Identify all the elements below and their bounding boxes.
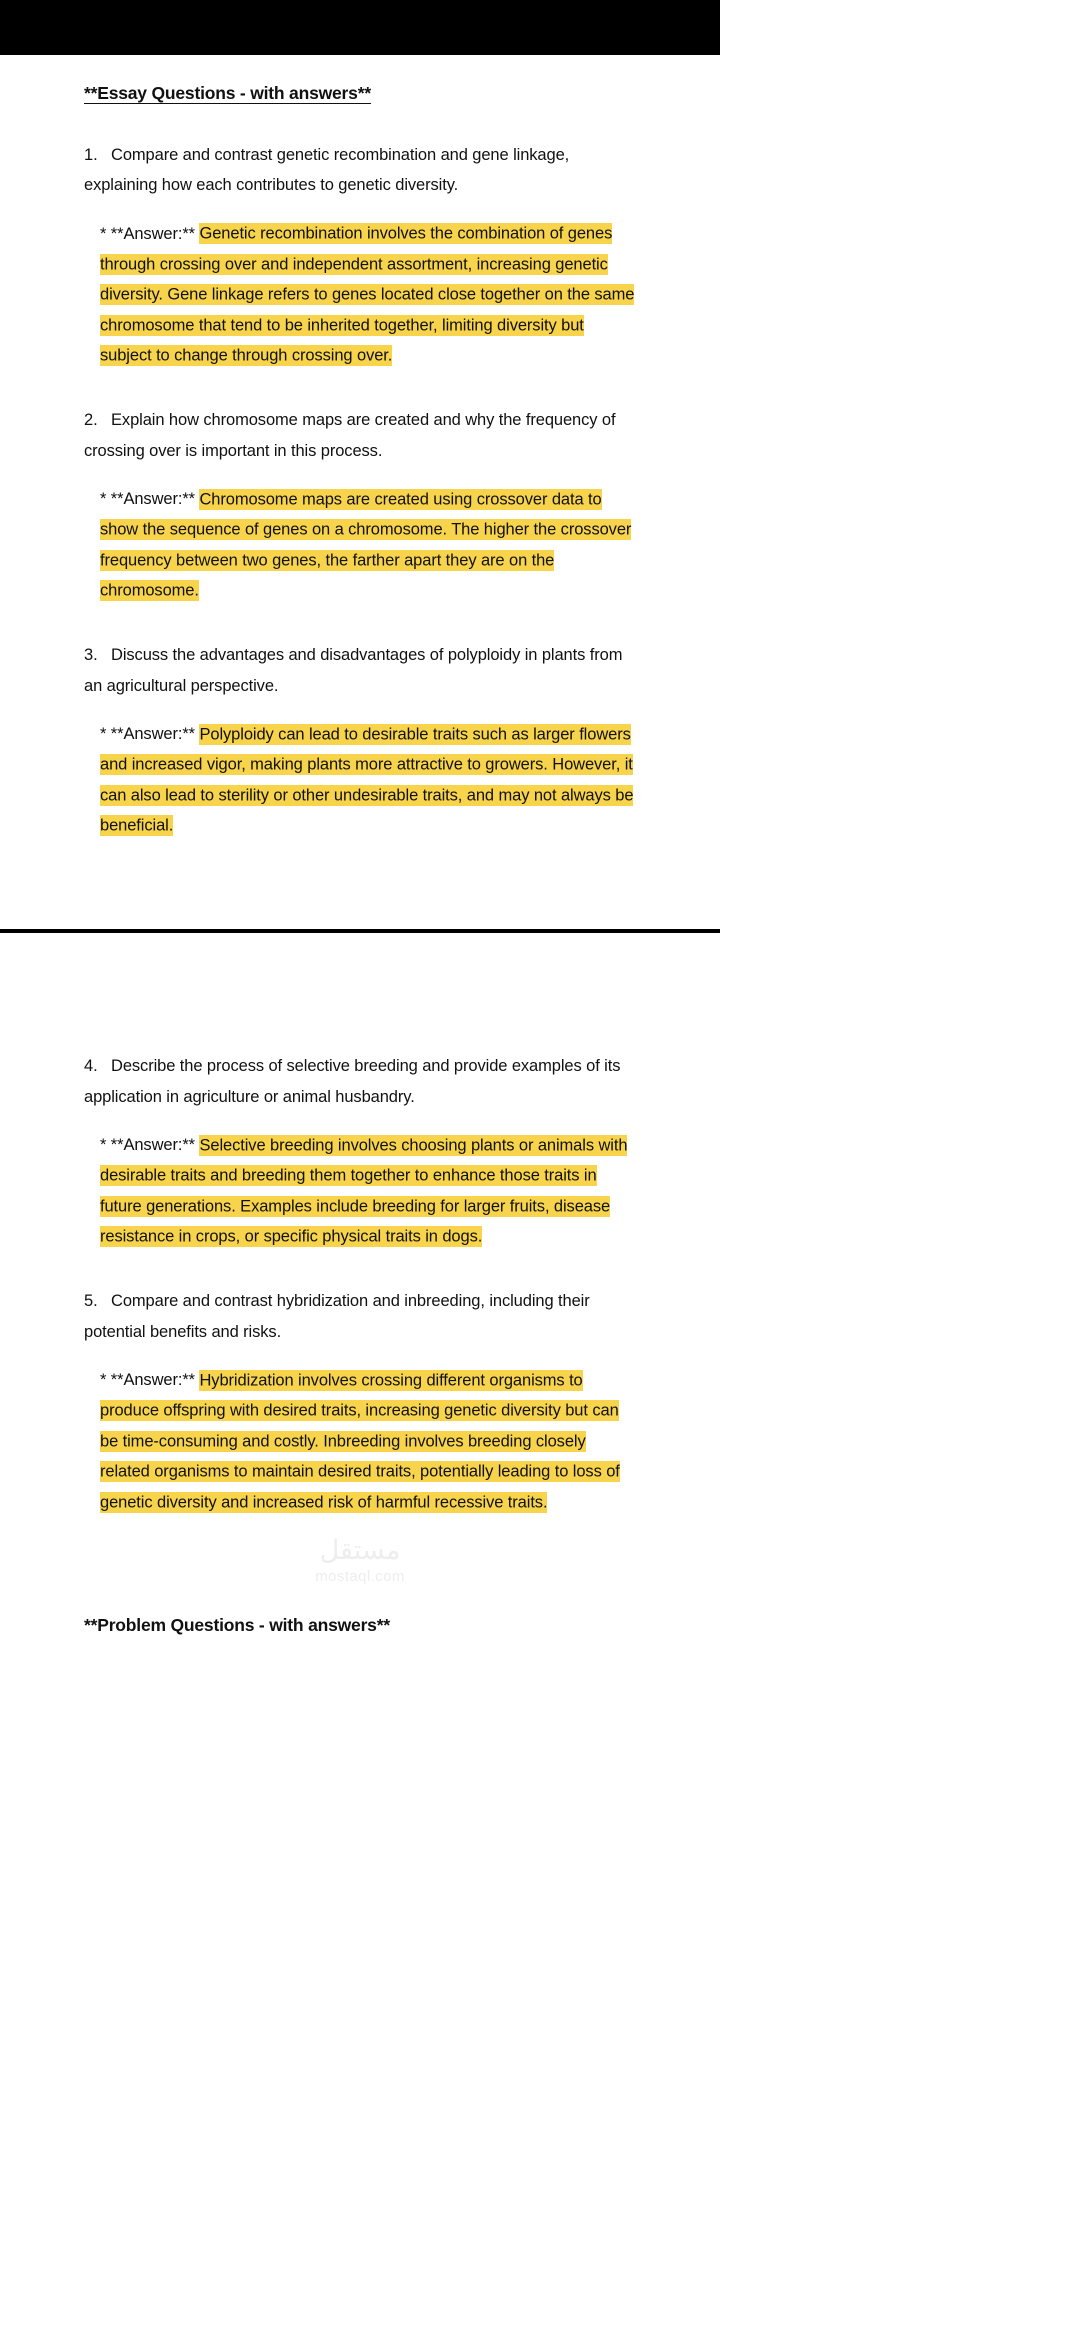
question-4-text: Describe the process of selective breeding and provide examples of its application in agriculture or animal husbandry. [84, 1057, 621, 1106]
answer-1 [84, 219, 636, 372]
answer-5 [84, 1365, 636, 1518]
page-two-top-margin [84, 933, 636, 1017]
answer-3 [84, 719, 636, 841]
question-4 [84, 1051, 636, 1112]
answer-2-prefix: * **Answer:** [100, 490, 195, 509]
problem-questions-heading: **Problem Questions - with answers** [84, 1614, 390, 1635]
question-5-number: 5. [84, 1292, 98, 1311]
answer-2-text: Chromosome maps are created using crossover data to show the sequence of genes on a chromosome. The higher the crossover frequency between two genes, the farther apart they are on the chromosome. [100, 490, 632, 600]
question-3-text: Discuss the advantages and disadvantages of polyploidy in plants from an agricultural perspective. [84, 646, 623, 695]
watermark-domain: mostaql.com [315, 1567, 405, 1585]
question-2-text: Explain how chromosome maps are created and why the frequency of crossing over is important in this process. [84, 411, 616, 460]
answer-3-prefix: * **Answer:** [100, 725, 195, 744]
answer-2 [84, 484, 636, 606]
question-4-number: 4. [84, 1057, 98, 1076]
document-page-two [0, 933, 720, 1635]
question-5-text: Compare and contrast hybridization and inbreeding, including their potential benefits and risks. [84, 1292, 590, 1341]
question-3-number: 3. [84, 646, 98, 665]
question-2-number: 2. [84, 411, 98, 430]
question-2 [84, 405, 636, 466]
watermark-arabic-logo: مستقل [319, 1535, 401, 1566]
answer-4 [84, 1130, 636, 1252]
answer-4-text: Selective breeding involves choosing plants or animals with desirable traits and breeding them together to enhance those traits in future generations. Examples include breeding for larger fruits, disease resistance in crops, or specific physical traits in dogs. [100, 1136, 628, 1246]
answer-4-prefix: * **Answer:** [100, 1136, 195, 1155]
answer-1-prefix: * **Answer:** [100, 224, 195, 243]
answer-5-text: Hybridization involves crossing different organisms to produce offspring with desired traits, increasing genetic diversity but can be time-consuming and costly. Inbreeding involves breeding closely related organisms to maintain desired traits, potentially leading to loss of genetic diversity and increased risk of harmful recessive traits. [100, 1371, 620, 1512]
page-title: **Essay Questions - with answers** [84, 83, 371, 103]
question-1-text: Compare and contrast genetic recombination and gene linkage, explaining how each contributes to genetic diversity. [84, 145, 570, 195]
question-1 [84, 140, 636, 201]
mostaql-watermark [84, 1536, 636, 1585]
status-bar [0, 0, 720, 55]
question-1-number: 1. [84, 145, 98, 164]
question-5 [84, 1286, 636, 1347]
answer-3-text: Polyploidy can lead to desirable traits such as larger flowers and increased vigor, making plants more attractive to growers. However, it can also lead to sterility or other undesirable traits, and may not always be beneficial. [100, 725, 634, 835]
answer-1-text: Genetic recombination involves the combination of genes through crossing over and independent assortment, increasing genetic diversity. Gene linkage refers to genes located close together on the same chromosome that tend to be inherited together, limiting diversity but subject to change through crossing over. [100, 224, 635, 365]
document-page-one [0, 55, 720, 841]
question-3 [84, 640, 636, 701]
answer-5-prefix: * **Answer:** [100, 1371, 195, 1390]
